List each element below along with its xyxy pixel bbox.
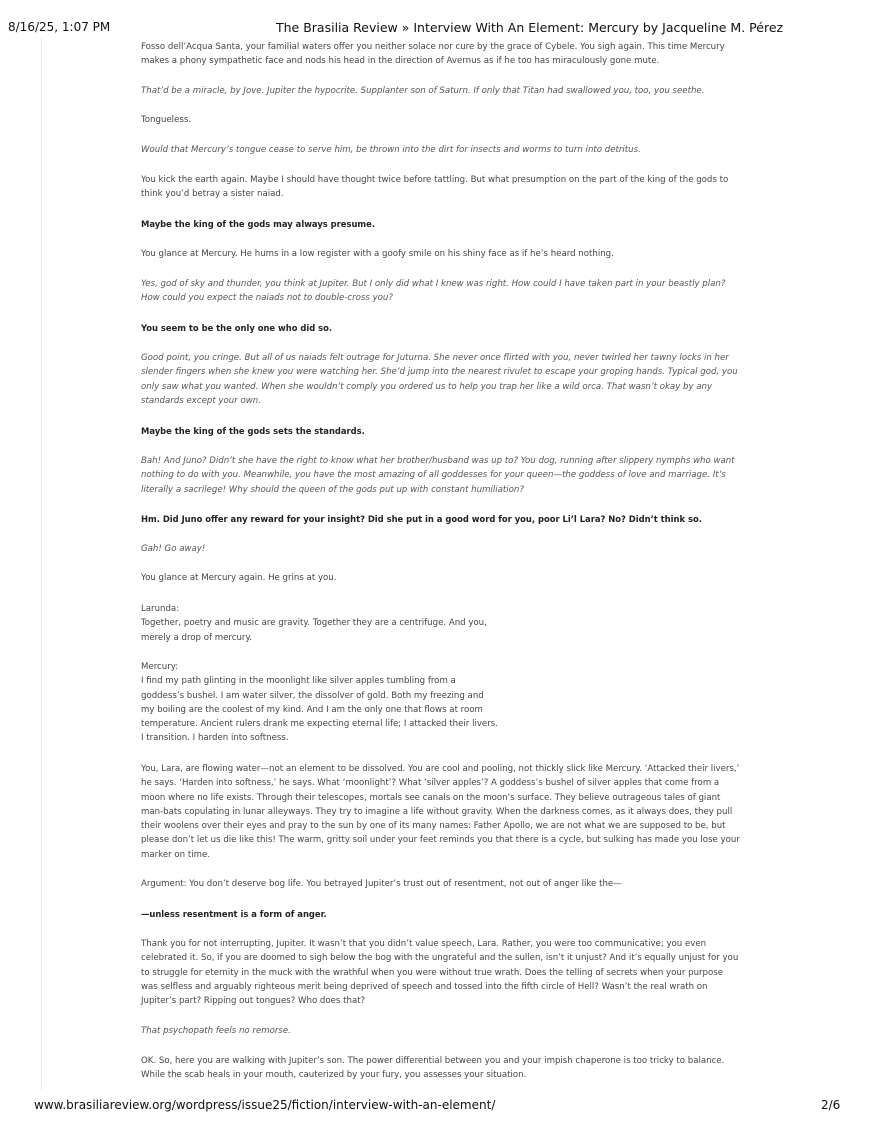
verse-line: merely a drop of mercury. <box>141 632 253 643</box>
verse-line: Larunda: <box>141 604 180 614</box>
page-number: 2/6 <box>821 1098 841 1112</box>
italic-thought: That psychopath feels no remorse. <box>141 1026 291 1036</box>
jupiter-voice: Maybe the king of the gods may always presume. <box>141 219 376 229</box>
jupiter-voice: Hm. Did Juno offer any reward for your insight? Did she put in a good word for you, poor Li’l Lara? No? Didn’t think so. <box>141 514 702 524</box>
verse-mercury <box>141 660 521 746</box>
paragraph: You kick the earth again. Maybe I should have thought twice before tattling. But what presumption on the part of the king of the gods to think you’d betray a sister naiad. <box>141 175 729 200</box>
page-title: The Brasilia Review » Interview With An Element: Mercury by Jacqueline M. Pérez <box>276 20 784 35</box>
italic-thought: Would that Mercury’s tongue cease to serve him, be thrown into the dirt for insects and worms to turn into detritus. <box>141 145 641 155</box>
verse-line: I transition. I harden into softness. <box>141 733 289 744</box>
print-date: 8/16/25, 1:07 PM <box>8 20 111 34</box>
paragraph: Thank you for not interrupting, Jupiter. It wasn’t that you didn’t value speech, Lara. Rather, you were too communicative; you even celebrated it. So, if you are doomed to sigh below the bog with the ungrateful and the sullen, isn’t it unjust? And it’s equally unjust for you to struggle for eternity in the muck with the wrathful when you were without true wrath. Does the telling of secrets when your purpose was selfless and arguably righteous merit being deprived of speech and tossed into the fifth circle of Hell? Wasn’t the real wrath on Jupiter’s part? Ripping out tongues? Who does that? <box>141 939 739 1007</box>
jupiter-voice: Maybe the king of the gods sets the standards. <box>141 426 365 436</box>
italic-thought: Good point, you cringe. But all of us naiads felt outrage for Juturna. She never once flirted with you, never twirled her tawny locks in her slender fingers when she knew you were watching her. She’d jump into the nearest rivulet to escape your groping hands. Typical god, you only saw what you wanted. When she wouldn’t comply you ordered us to help you trap her like a wild orca. That wasn’t okay by any standards except your own. <box>141 353 738 406</box>
margin-rule <box>41 38 42 1090</box>
jupiter-voice: You seem to be the only one who did so. <box>141 323 333 333</box>
verse-line: my boiling are the coolest of my kind. And I am the only one that flows at room <box>141 704 483 715</box>
paragraph: Argument: You don’t deserve bog life. You betrayed Jupiter’s trust out of resentment, not out of anger like the— <box>141 879 622 889</box>
verse-line: I find my path glinting in the moonlight like silver apples tumbling from a <box>141 676 456 687</box>
page-url: www.brasiliareview.org/wordpress/issue25/fiction/interview-with-an-element/ <box>34 1098 496 1112</box>
verse-line: Mercury: <box>141 662 179 672</box>
italic-thought: Yes, god of sky and thunder, you think at Jupiter. But I only did what I knew was right. How could I have taken part in your beastly plan? How could you expect the naiads not to double-cross you? <box>141 279 726 304</box>
paragraph: Tongueless. <box>141 115 192 125</box>
verse-larunda <box>141 602 513 645</box>
paragraph: Fosso dell’Acqua Santa, your familial waters offer you neither solace nor cure by the grace of Cybele. You sigh again. This time Mercury makes a phony sympathetic face and nods his head in the direction of Avernus as if he too has miraculously gone mute. <box>141 42 725 67</box>
paragraph: You, Lara, are flowing water—not an element to be dissolved. You are cool and pooling, not thickly slick like Mercury. ‘Attacked their livers,’ he says. ‘Harden into softness,’ he says. What ‘moonlight’? What ‘silver apples’? A goddess’s bushel of silver apples that come from a moon where no life exists. Through their telescopes, mortals see canals on the moon’s surface. They believe outrageous tales of giant man-bats copulating in lunar alleyways. They try to imagine a life without gravity. When the darkness comes, as it always does, they pull their woolens over their eyes and pray to the sun by one of its many names: Father Apollo, we are not what we are supposed to be, but please don’t let us die like this! The warm, gritty soil under your feet reminds you that there is a cycle, but sulking has made you lose your marker on time. <box>141 764 740 860</box>
verse-line: Together, poetry and music are gravity. Together they are a centrifuge. And you, <box>141 618 487 629</box>
verse-line: goddess’s bushel. I am water silver, the dissolver of gold. Both my freezing and <box>141 690 484 701</box>
italic-thought: That’d be a miracle, by Jove. Jupiter the hypocrite. Supplanter son of Saturn. If only that Titan had swallowed you, too, you seethe. <box>141 86 705 96</box>
italic-thought: Bah! And Juno? Didn’t she have the right to know what her brother/husband was up to? You dog, running after slippery nymphs who want nothing to do with you. Meanwhile, you have the most amazing of all goddesses for your queen—the goddess of love and marriage. It’s literally a sacrilege! Why should the queen of the gods put up with constant humiliation? <box>141 456 735 495</box>
paragraph: You glance at Mercury again. He grins at you. <box>141 573 337 583</box>
italic-thought: Gah! Go away! <box>141 544 206 554</box>
paragraph: You glance at Mercury. He hums in a low register with a goofy smile on his shiny face as if he’s heard nothing. <box>141 249 614 259</box>
paragraph: OK. So, here you are walking with Jupiter’s son. The power differential between you and your impish chaperone is too tricky to balance. While the scab heals in your mouth, cauterized by your fury, you assesses your situation. <box>141 1056 725 1081</box>
verse-line: temperature. Ancient rulers drank me expecting eternal life; I attacked their livers. <box>141 719 498 730</box>
jupiter-voice: —unless resentment is a form of anger. <box>141 909 327 919</box>
